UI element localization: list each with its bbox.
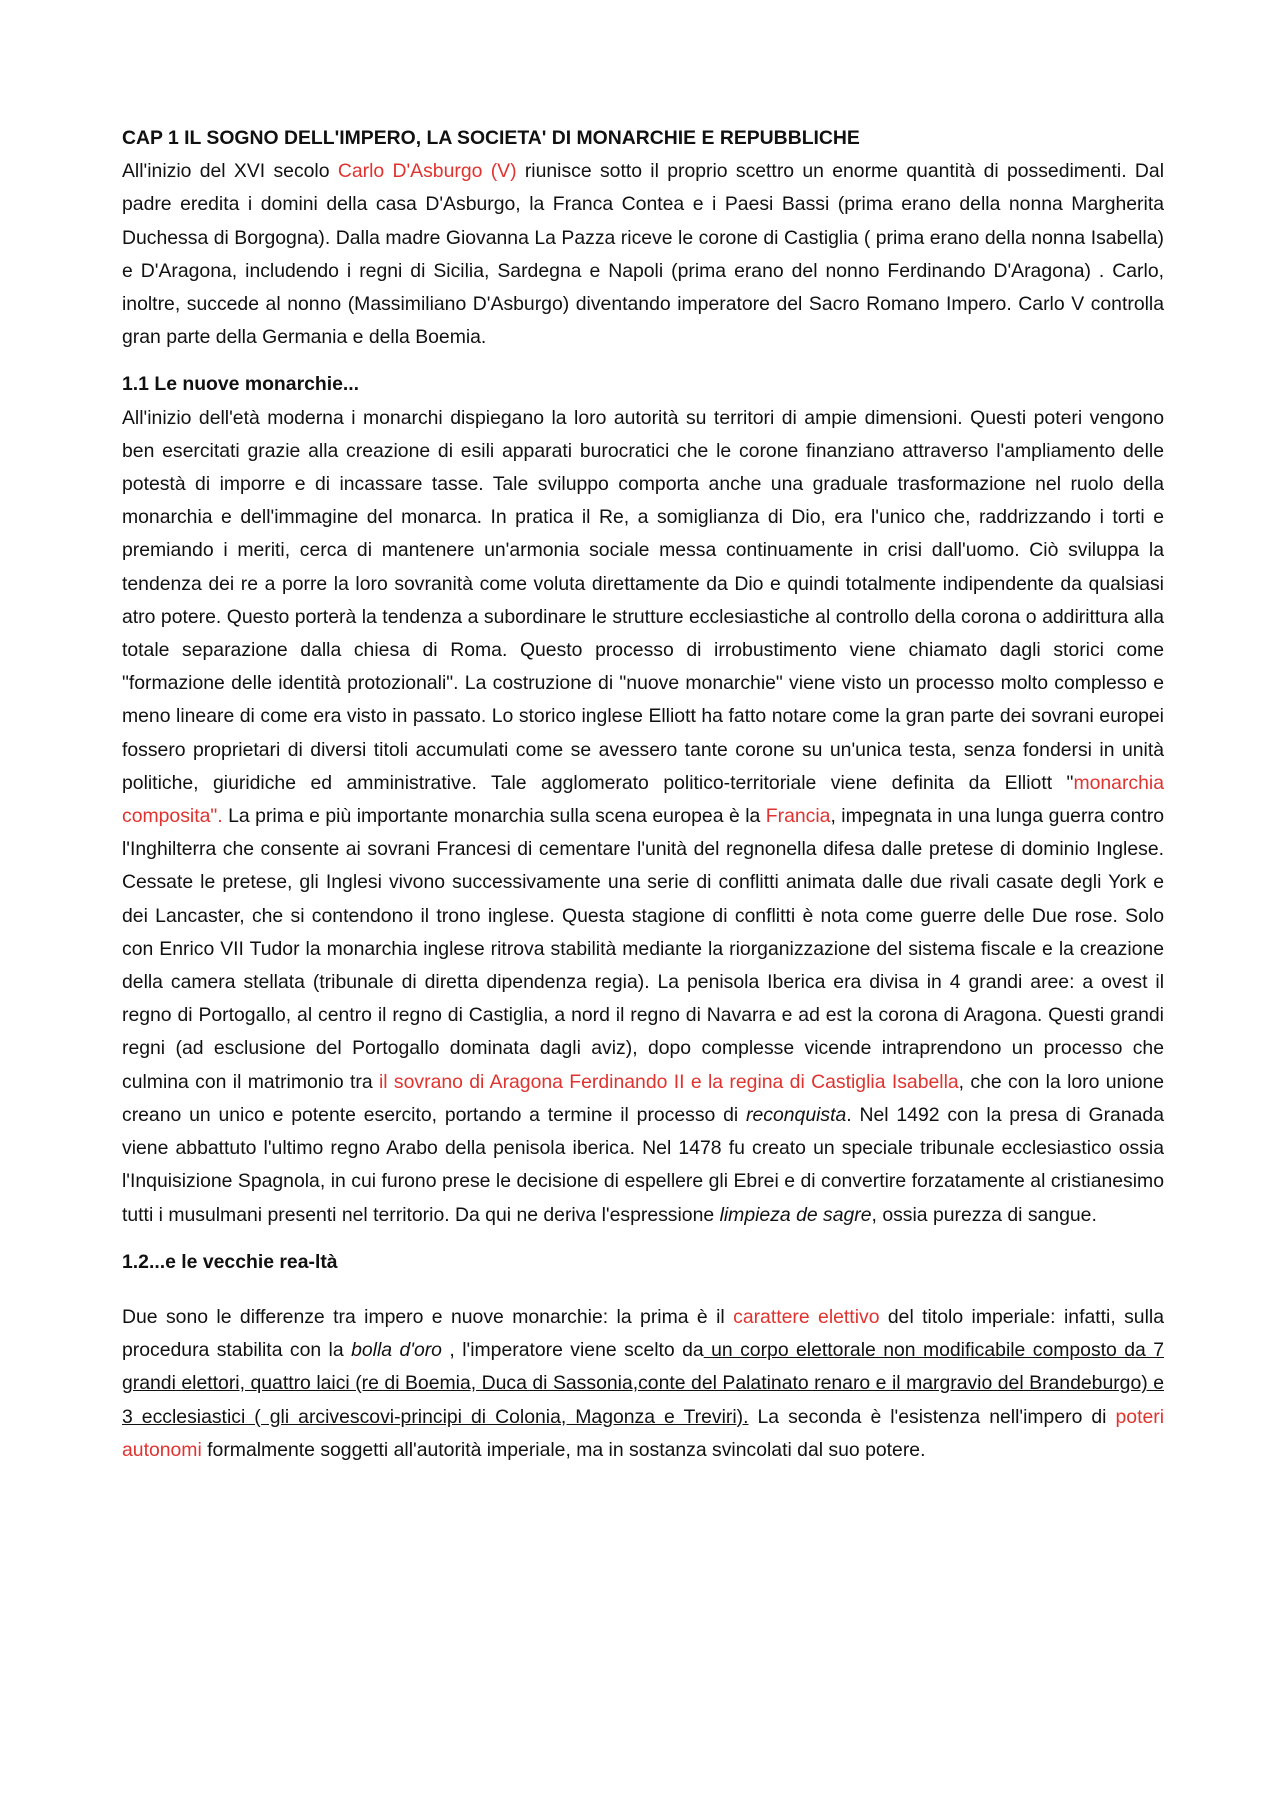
text-run: , ossia purezza di sangue. bbox=[871, 1203, 1097, 1226]
section-2-paragraph bbox=[122, 1301, 1164, 1467]
document-page bbox=[122, 122, 1164, 1467]
text-run: , l'imperatore viene scelto da bbox=[441, 1339, 704, 1362]
text-run: Due sono le differenze tra impero e nuove monarchie: la prima è il bbox=[122, 1305, 734, 1328]
text-run: , che con la loro unione creano un unico e potente esercito, portando a termine il processo di bbox=[122, 1070, 1164, 1126]
section-1-paragraph bbox=[122, 402, 1164, 1232]
highlight-poteri-autonomi: poteri autonomi bbox=[122, 1405, 1165, 1461]
section-2-title: 1.2...e le vecchie rea-ltà bbox=[122, 1250, 338, 1273]
text-run: formalmente soggetti all'autorità imperiale, ma in sostanza svincolati dal suo potere. bbox=[201, 1438, 926, 1461]
highlight-francia: Francia bbox=[765, 805, 831, 828]
italic-bolla-doro: bolla d'oro bbox=[351, 1339, 442, 1362]
italic-reconquista: reconquista bbox=[746, 1103, 847, 1126]
text-run: , impegnata in una lunga guerra contro l'Inghilterra che consente ai sovrani Francesi di cementare l'unità del regnonella difesa dalle pretese di dominio Inglese. Cessate le pretese, gli Inglesi vivono successivamente una serie di conflitti animata dalle due rivali casate degli York e dei Lancaster, che si contendono il trono inglese. Questa stagione di conflitti è nota come guerre delle Due rose. Solo con Enrico VII Tudor la monarchia inglese ritrova stabilità mediante la riorganizzazione del sistema fiscale e la creazione della camera stellata (tribunale di diretta dipendenza regia). La penisola Iberica era divisa in 4 grandi aree: a ovest il regno di Portogallo, al centro il regno di Castiglia, a nord il regno di Navarra e ad est la corona di Aragona. Questi grandi regni (ad esclusione del Portogallo dominata dagli aviz), dopo complesse vicende intraprendono un processo che culmina con il matrimonio tra bbox=[122, 805, 1164, 1093]
highlight-ferdinando-isabella: il sovrano di Aragona Ferdinando II e la regina di Castiglia Isabella bbox=[378, 1070, 959, 1093]
text-run: All'inizio del XVI secolo bbox=[122, 160, 338, 183]
chapter-intro-paragraph bbox=[122, 155, 1164, 354]
underlined-electoral-body: un corpo elettorale non modificabile composto da 7 grandi elettori, quattro laici (re di Boemia, Duca di Sassonia,conte del Palatinato renaro e il margravio del Brandeburgo) e 3 ecclesiastici ( gli arcivescovi-principi di Colonia, Magonza e Treviri). bbox=[122, 1339, 1164, 1428]
italic-limpieza: limpieza de sagre bbox=[719, 1203, 872, 1226]
chapter-title: CAP 1 IL SOGNO DELL'IMPERO, LA SOCIETA' DI MONARCHIE E REPUBBLICHE bbox=[122, 127, 860, 149]
text-run: All'inizio dell'età moderna i monarchi dispiegano la loro autorità su territori di ampie dimensioni. Questi poteri vengono ben esercitati grazie alla creazione di esili apparati burocratici che le corone finanziano attraverso l'ampliamento delle potestà di imporre e di incassare tasse. Tale sviluppo comporta anche una graduale trasformazione nel ruolo della monarchia e dell'immagine del monarca. In pratica il Re, a somiglianza di Dio, era l'unico che, raddrizzando i torti e premiando i meriti, cerca di mantenere un'armonia sociale messa continuamente in crisi dall'uomo. Ciò sviluppa la tendenza dei re a porre la loro sovranità come voluta direttamente da Dio e quindi totalmente indipendente da qualsiasi atro potere. Questo porterà la tendenza a subordinare le strutture ecclesiastiche al controllo della corona o addirittura alla totale separazione dalla chiesa di Roma. Questo processo di irrobustimento viene chiamato dagli storici come "formazione delle identità protozionali". La costruzione di "nuove monarchie" viene visto un processo molto complesso e meno lineare di come era visto in passato. Lo storico inglese Elliott ha fatto notare come la gran parte dei sovrani europei fossero proprietari di diversi titoli accumulati come se avessero tante corone su un'unica testa, senza fondersi in unità politiche, giuridiche ed amministrative. Tale agglomerato politico-territoriale viene definita da Elliott " bbox=[122, 406, 1164, 794]
text-run: . Nel 1492 con la presa di Granada viene abbattuto l'ultimo regno Arabo della penisola iberica. Nel 1478 fu creato un speciale tribunale ecclesiastico ossia l'Inquisizione Spagnola, in cui furono prese le decisione di espellere gli Ebrei e di convertire forzatamente al cristianesimo tutti i musulmani presenti nel territorio. Da qui ne deriva l'espressione bbox=[122, 1103, 1164, 1226]
text-run: La prima e più importante monarchia sulla scena europea è la bbox=[222, 805, 766, 828]
text-run: del titolo imperiale: infatti, sulla procedura stabilita con la bbox=[122, 1305, 1164, 1362]
highlight-carlo: Carlo D'Asburgo (V) bbox=[337, 160, 517, 183]
section-1-title: 1.1 Le nuove monarchie... bbox=[122, 373, 360, 396]
text-run: riunisce sotto il proprio scettro un enorme quantità di possedimenti. Dal padre eredita i domini della casa D'Asburgo, la Franca Contea e i Paesi Bassi (prima erano della nonna Margherita Duchessa di Borgogna). Dalla madre Giovanna La Pazza riceve le corone di Castiglia ( prima erano della nonna Isabella) e D'Aragona, includendo i regni di Sicilia, Sardegna e Napoli (prima erano del nonno Ferdinando D'Aragona) . Carlo, inoltre, succede al nonno (Massimiliano D'Asburgo) diventando imperatore del Sacro Romano Impero. Carlo V controlla gran parte della Germania e della Boemia. bbox=[122, 160, 1165, 349]
text-run: La seconda è l'esistenza nell'impero di bbox=[748, 1405, 1116, 1428]
highlight-monarchia-composita: monarchia composita". bbox=[122, 771, 1164, 828]
highlight-carattere-elettivo: carattere elettivo bbox=[733, 1305, 880, 1328]
